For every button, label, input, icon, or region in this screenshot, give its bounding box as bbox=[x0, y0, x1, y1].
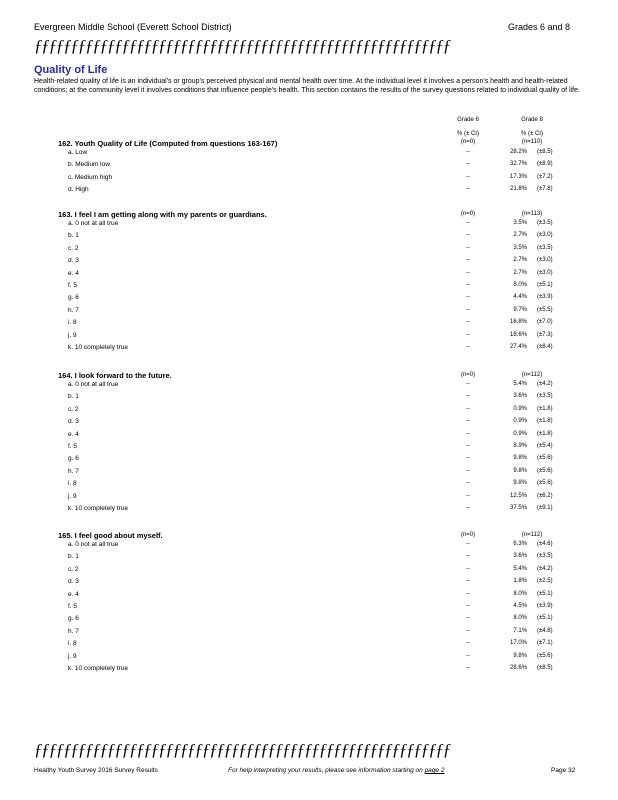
grade8-percent: 8.0% bbox=[513, 615, 527, 622]
grade6-value: -- bbox=[466, 282, 470, 288]
grade8-percent: 9.8% bbox=[513, 652, 527, 659]
grade8-percent: 32.7% bbox=[509, 161, 527, 168]
grade8-confidence-interval: (±3.5) bbox=[537, 393, 553, 400]
grade8-confidence-interval: (±6.2) bbox=[537, 492, 553, 499]
response-option-label: c. 2 bbox=[68, 405, 79, 413]
grade8-confidence-interval: (±9.1) bbox=[537, 505, 553, 511]
grade8-confidence-interval: (±5.6) bbox=[537, 455, 553, 462]
grade6-value: -- bbox=[466, 541, 470, 547]
grade6-value: -- bbox=[466, 331, 470, 338]
response-option-label: j. 9 bbox=[68, 331, 77, 339]
grade8-percent: 18.6% bbox=[509, 331, 527, 338]
grade8-confidence-interval: (±7.8) bbox=[537, 186, 553, 193]
school-name: Evergreen Middle School (Everett School District) bbox=[34, 22, 232, 32]
header-rule: ƒƒƒƒƒƒƒƒƒƒƒƒƒƒƒƒƒƒƒƒƒƒƒƒƒƒƒƒƒƒƒƒƒƒƒƒƒƒƒƒƒƒƒƒƒƒƒƒƒƒƒƒƒƒƒƒƒ bbox=[34, 36, 451, 55]
response-option-label: g. 6 bbox=[68, 294, 79, 302]
grade8-confidence-interval: (±3.9) bbox=[537, 294, 553, 301]
grade8-pct-ci-header: % (± CI) bbox=[521, 131, 543, 137]
response-option-label: a. 0 not at all true bbox=[68, 541, 119, 548]
question-n-grade8: (n=113) bbox=[521, 211, 543, 217]
grade8-confidence-interval: (±5.1) bbox=[537, 615, 553, 622]
grade6-value: -- bbox=[466, 652, 470, 659]
grade8-percent: 6.3% bbox=[513, 541, 527, 547]
response-option-label: h. 7 bbox=[68, 627, 79, 635]
response-option-label: i. 8 bbox=[68, 640, 77, 648]
response-option-label: d. 3 bbox=[68, 578, 79, 586]
question-title: 165. I feel good about myself. bbox=[58, 531, 163, 540]
response-option-label: a. 0 not at all true bbox=[68, 220, 119, 227]
grade6-value: -- bbox=[466, 627, 470, 634]
response-option-label: c. Medium high bbox=[68, 173, 113, 181]
response-option-label: h. 7 bbox=[68, 306, 79, 314]
grade8-confidence-interval: (±7.3) bbox=[537, 331, 553, 338]
grade8-confidence-interval: (±4.6) bbox=[537, 541, 553, 547]
grade8-confidence-interval: (±8.9) bbox=[537, 161, 553, 168]
grade6-value: -- bbox=[466, 492, 470, 499]
grade8-percent: 0.9% bbox=[513, 405, 527, 412]
grade6-value: -- bbox=[466, 149, 470, 155]
grade8-confidence-interval: (±5.1) bbox=[537, 282, 553, 288]
grade8-confidence-interval: (±7.2) bbox=[537, 173, 553, 180]
grade6-value: -- bbox=[466, 232, 470, 239]
grade6-pct-ci-header: % (± CI) bbox=[457, 131, 479, 137]
grade6-value: -- bbox=[466, 430, 470, 437]
grade8-confidence-interval: (±3.0) bbox=[537, 257, 553, 264]
grade8-confidence-interval: (±5.6) bbox=[537, 467, 553, 474]
grade6-value: -- bbox=[466, 161, 470, 168]
grade6-value: -- bbox=[466, 443, 470, 449]
grade6-value: -- bbox=[466, 455, 470, 462]
response-option-label: a. 0 not at all true bbox=[68, 381, 119, 388]
grade8-confidence-interval: (±1.8) bbox=[537, 405, 553, 412]
response-option-label: a. Low bbox=[68, 149, 88, 156]
response-option-label: f. 5 bbox=[68, 603, 78, 610]
grade8-percent: 37.5% bbox=[509, 505, 527, 511]
grade8-confidence-interval: (±5.6) bbox=[537, 652, 553, 659]
grade8-percent: 8.0% bbox=[513, 590, 527, 597]
response-option-label: c. 2 bbox=[68, 244, 79, 252]
grade6-value: -- bbox=[466, 405, 470, 412]
question-n-grade6: (n=0) bbox=[460, 532, 476, 538]
grade8-percent: 4.4% bbox=[513, 294, 527, 301]
response-option-label: b. Medium low bbox=[68, 161, 110, 169]
grade8-percent: 8.9% bbox=[513, 443, 527, 449]
question-n-grade8: (n=112) bbox=[521, 532, 543, 538]
grade8-percent: 17.0% bbox=[509, 640, 527, 647]
grade8-confidence-interval: (±3.0) bbox=[537, 232, 553, 239]
grade8-percent: 3.6% bbox=[513, 553, 527, 560]
response-option-label: k. 10 completely true bbox=[68, 344, 128, 351]
grade6-value: -- bbox=[466, 615, 470, 622]
grade8-percent: 5.4% bbox=[513, 565, 527, 572]
response-option-label: b. 1 bbox=[68, 393, 79, 401]
grade8-confidence-interval: (±4.2) bbox=[537, 381, 553, 387]
grade6-value: -- bbox=[466, 294, 470, 301]
grade8-percent: 0.9% bbox=[513, 418, 527, 425]
grade6-value: -- bbox=[466, 418, 470, 425]
response-option-label: d. 3 bbox=[68, 418, 79, 426]
grade8-confidence-interval: (±5.6) bbox=[537, 480, 553, 487]
response-option-label: e. 4 bbox=[68, 430, 79, 438]
grade8-percent: 27.4% bbox=[509, 344, 527, 350]
grade8-percent: 17.3% bbox=[509, 173, 527, 180]
footer-survey-name: Healthy Youth Survey 2016 Survey Results bbox=[34, 767, 158, 774]
grade8-percent: 28.2% bbox=[509, 149, 527, 155]
response-option-label: f. 5 bbox=[68, 282, 78, 289]
grade8-percent: 0.9% bbox=[513, 430, 527, 437]
grade8-percent: 4.5% bbox=[513, 603, 527, 609]
grade8-confidence-interval: (±5.4) bbox=[537, 443, 553, 449]
grade8-confidence-interval: (±4.8) bbox=[537, 627, 553, 634]
grade8-confidence-interval: (±3.0) bbox=[537, 269, 553, 276]
response-option-label: h. 7 bbox=[68, 467, 79, 475]
grade6-n-header: (n=0) bbox=[460, 139, 476, 145]
response-option-label: i. 8 bbox=[68, 480, 77, 488]
grade8-percent: 3.6% bbox=[513, 393, 527, 400]
grade8-header: Grade 8 bbox=[521, 117, 543, 123]
grade8-percent: 9.8% bbox=[513, 480, 527, 487]
grade8-percent: 21.8% bbox=[509, 186, 527, 193]
grade8-percent: 16.8% bbox=[509, 319, 527, 326]
grade8-percent: 9.8% bbox=[513, 455, 527, 462]
grade8-percent: 2.7% bbox=[513, 232, 527, 239]
response-option-label: j. 9 bbox=[68, 652, 77, 660]
grade8-percent: 3.5% bbox=[513, 244, 527, 251]
question-n-grade6: (n=0) bbox=[460, 211, 476, 217]
grade6-value: -- bbox=[466, 186, 470, 193]
grade8-confidence-interval: (±1.8) bbox=[537, 430, 553, 437]
grade8-percent: 9.7% bbox=[513, 306, 527, 313]
footer-page-number: Page 32 bbox=[551, 767, 576, 774]
grade8-confidence-interval: (±3.9) bbox=[537, 603, 553, 609]
question-n-grade6: (n=0) bbox=[460, 372, 476, 378]
grade6-header: Grade 6 bbox=[457, 117, 479, 123]
section-intro: Health-related quality of life is an individual's or group's perceived physical and mental health over time. At the individual level it involves a person's health and health-related conditions; at the community level it involves conditions that influence people's health. This section contains the results of the survey questions related to individual quality of life. bbox=[34, 78, 580, 94]
grade8-confidence-interval: (±8.5) bbox=[537, 149, 553, 155]
response-option-label: i. 8 bbox=[68, 319, 77, 327]
grade6-value: -- bbox=[466, 480, 470, 487]
response-option-label: e. 4 bbox=[68, 590, 79, 598]
response-option-label: k. 10 completely true bbox=[68, 505, 128, 512]
grade6-value: -- bbox=[466, 244, 470, 251]
grade6-value: -- bbox=[466, 173, 470, 180]
grade6-value: -- bbox=[466, 603, 470, 609]
grade6-value: -- bbox=[466, 393, 470, 400]
grade6-value: -- bbox=[466, 578, 470, 585]
footer-help bbox=[228, 767, 444, 774]
grade6-value: -- bbox=[466, 505, 470, 511]
grade8-confidence-interval: (±1.8) bbox=[537, 418, 553, 425]
grade8-confidence-interval: (±5.1) bbox=[537, 590, 553, 597]
response-option-label: d. High bbox=[68, 186, 89, 194]
grade8-percent: 5.4% bbox=[513, 381, 527, 387]
grade8-confidence-interval: (±3.5) bbox=[537, 220, 553, 226]
grade8-confidence-interval: (±7.0) bbox=[537, 319, 553, 326]
grade8-confidence-interval: (±7.1) bbox=[537, 640, 553, 647]
response-option-label: d. 3 bbox=[68, 257, 79, 265]
grade8-percent: 8.0% bbox=[513, 282, 527, 288]
grade6-value: -- bbox=[466, 344, 470, 350]
grade8-percent: 7.1% bbox=[513, 627, 527, 634]
response-option-label: c. 2 bbox=[68, 565, 79, 573]
grade6-value: -- bbox=[466, 640, 470, 647]
grade8-confidence-interval: (±3.5) bbox=[537, 244, 553, 251]
grade8-percent: 1.8% bbox=[513, 578, 527, 585]
grade8-percent: 12.5% bbox=[509, 492, 527, 499]
question-title: 162. Youth Quality of Life (Computed from questions 163-167) bbox=[58, 139, 278, 148]
grade8-percent: 3.5% bbox=[513, 220, 527, 226]
footer-help-text: For help interpreting your results, please see information starting on bbox=[228, 767, 423, 774]
response-option-label: b. 1 bbox=[68, 553, 79, 561]
grade6-value: -- bbox=[466, 553, 470, 560]
grade8-n-header: (n=110) bbox=[521, 139, 543, 145]
grades-label: Grades 6 and 8 bbox=[508, 22, 571, 32]
grade8-percent: 2.7% bbox=[513, 269, 527, 276]
grade6-value: -- bbox=[466, 665, 470, 671]
grade8-confidence-interval: (±8.5) bbox=[537, 665, 553, 671]
grade6-value: -- bbox=[466, 220, 470, 226]
response-option-label: e. 4 bbox=[68, 269, 79, 277]
footer-rule: ƒƒƒƒƒƒƒƒƒƒƒƒƒƒƒƒƒƒƒƒƒƒƒƒƒƒƒƒƒƒƒƒƒƒƒƒƒƒƒƒƒƒƒƒƒƒƒƒƒƒƒƒƒƒƒƒƒ bbox=[34, 740, 451, 759]
grade8-confidence-interval: (±5.5) bbox=[537, 306, 553, 313]
grade6-value: -- bbox=[466, 319, 470, 326]
grade6-value: -- bbox=[466, 306, 470, 313]
grade8-confidence-interval: (±3.5) bbox=[537, 553, 553, 560]
grade8-percent: 28.6% bbox=[509, 665, 527, 671]
response-option-label: k. 10 completely true bbox=[68, 665, 128, 672]
grade6-value: -- bbox=[466, 467, 470, 474]
response-option-label: j. 9 bbox=[68, 492, 77, 500]
grade6-value: -- bbox=[466, 257, 470, 264]
grade6-value: -- bbox=[466, 269, 470, 276]
section-title: Quality of Life bbox=[34, 64, 108, 76]
question-title: 163. I feel I am getting along with my parents or guardians. bbox=[58, 210, 267, 219]
question-title: 164. I look forward to the future. bbox=[58, 371, 172, 380]
grade8-percent: 9.8% bbox=[513, 467, 527, 474]
grade6-value: -- bbox=[466, 565, 470, 572]
response-option-label: b. 1 bbox=[68, 232, 79, 240]
response-option-label: g. 6 bbox=[68, 615, 79, 623]
response-option-label: f. 5 bbox=[68, 443, 78, 450]
grade6-value: -- bbox=[466, 381, 470, 387]
response-option-label: g. 6 bbox=[68, 455, 79, 463]
grade8-confidence-interval: (±8.4) bbox=[537, 344, 553, 350]
grade6-value: -- bbox=[466, 590, 470, 597]
footer-help-link[interactable]: page 2 bbox=[424, 767, 445, 774]
grade8-confidence-interval: (±4.2) bbox=[537, 565, 553, 572]
grade8-confidence-interval: (±2.5) bbox=[537, 578, 553, 585]
grade8-percent: 2.7% bbox=[513, 257, 527, 264]
question-n-grade8: (n=112) bbox=[521, 372, 543, 378]
